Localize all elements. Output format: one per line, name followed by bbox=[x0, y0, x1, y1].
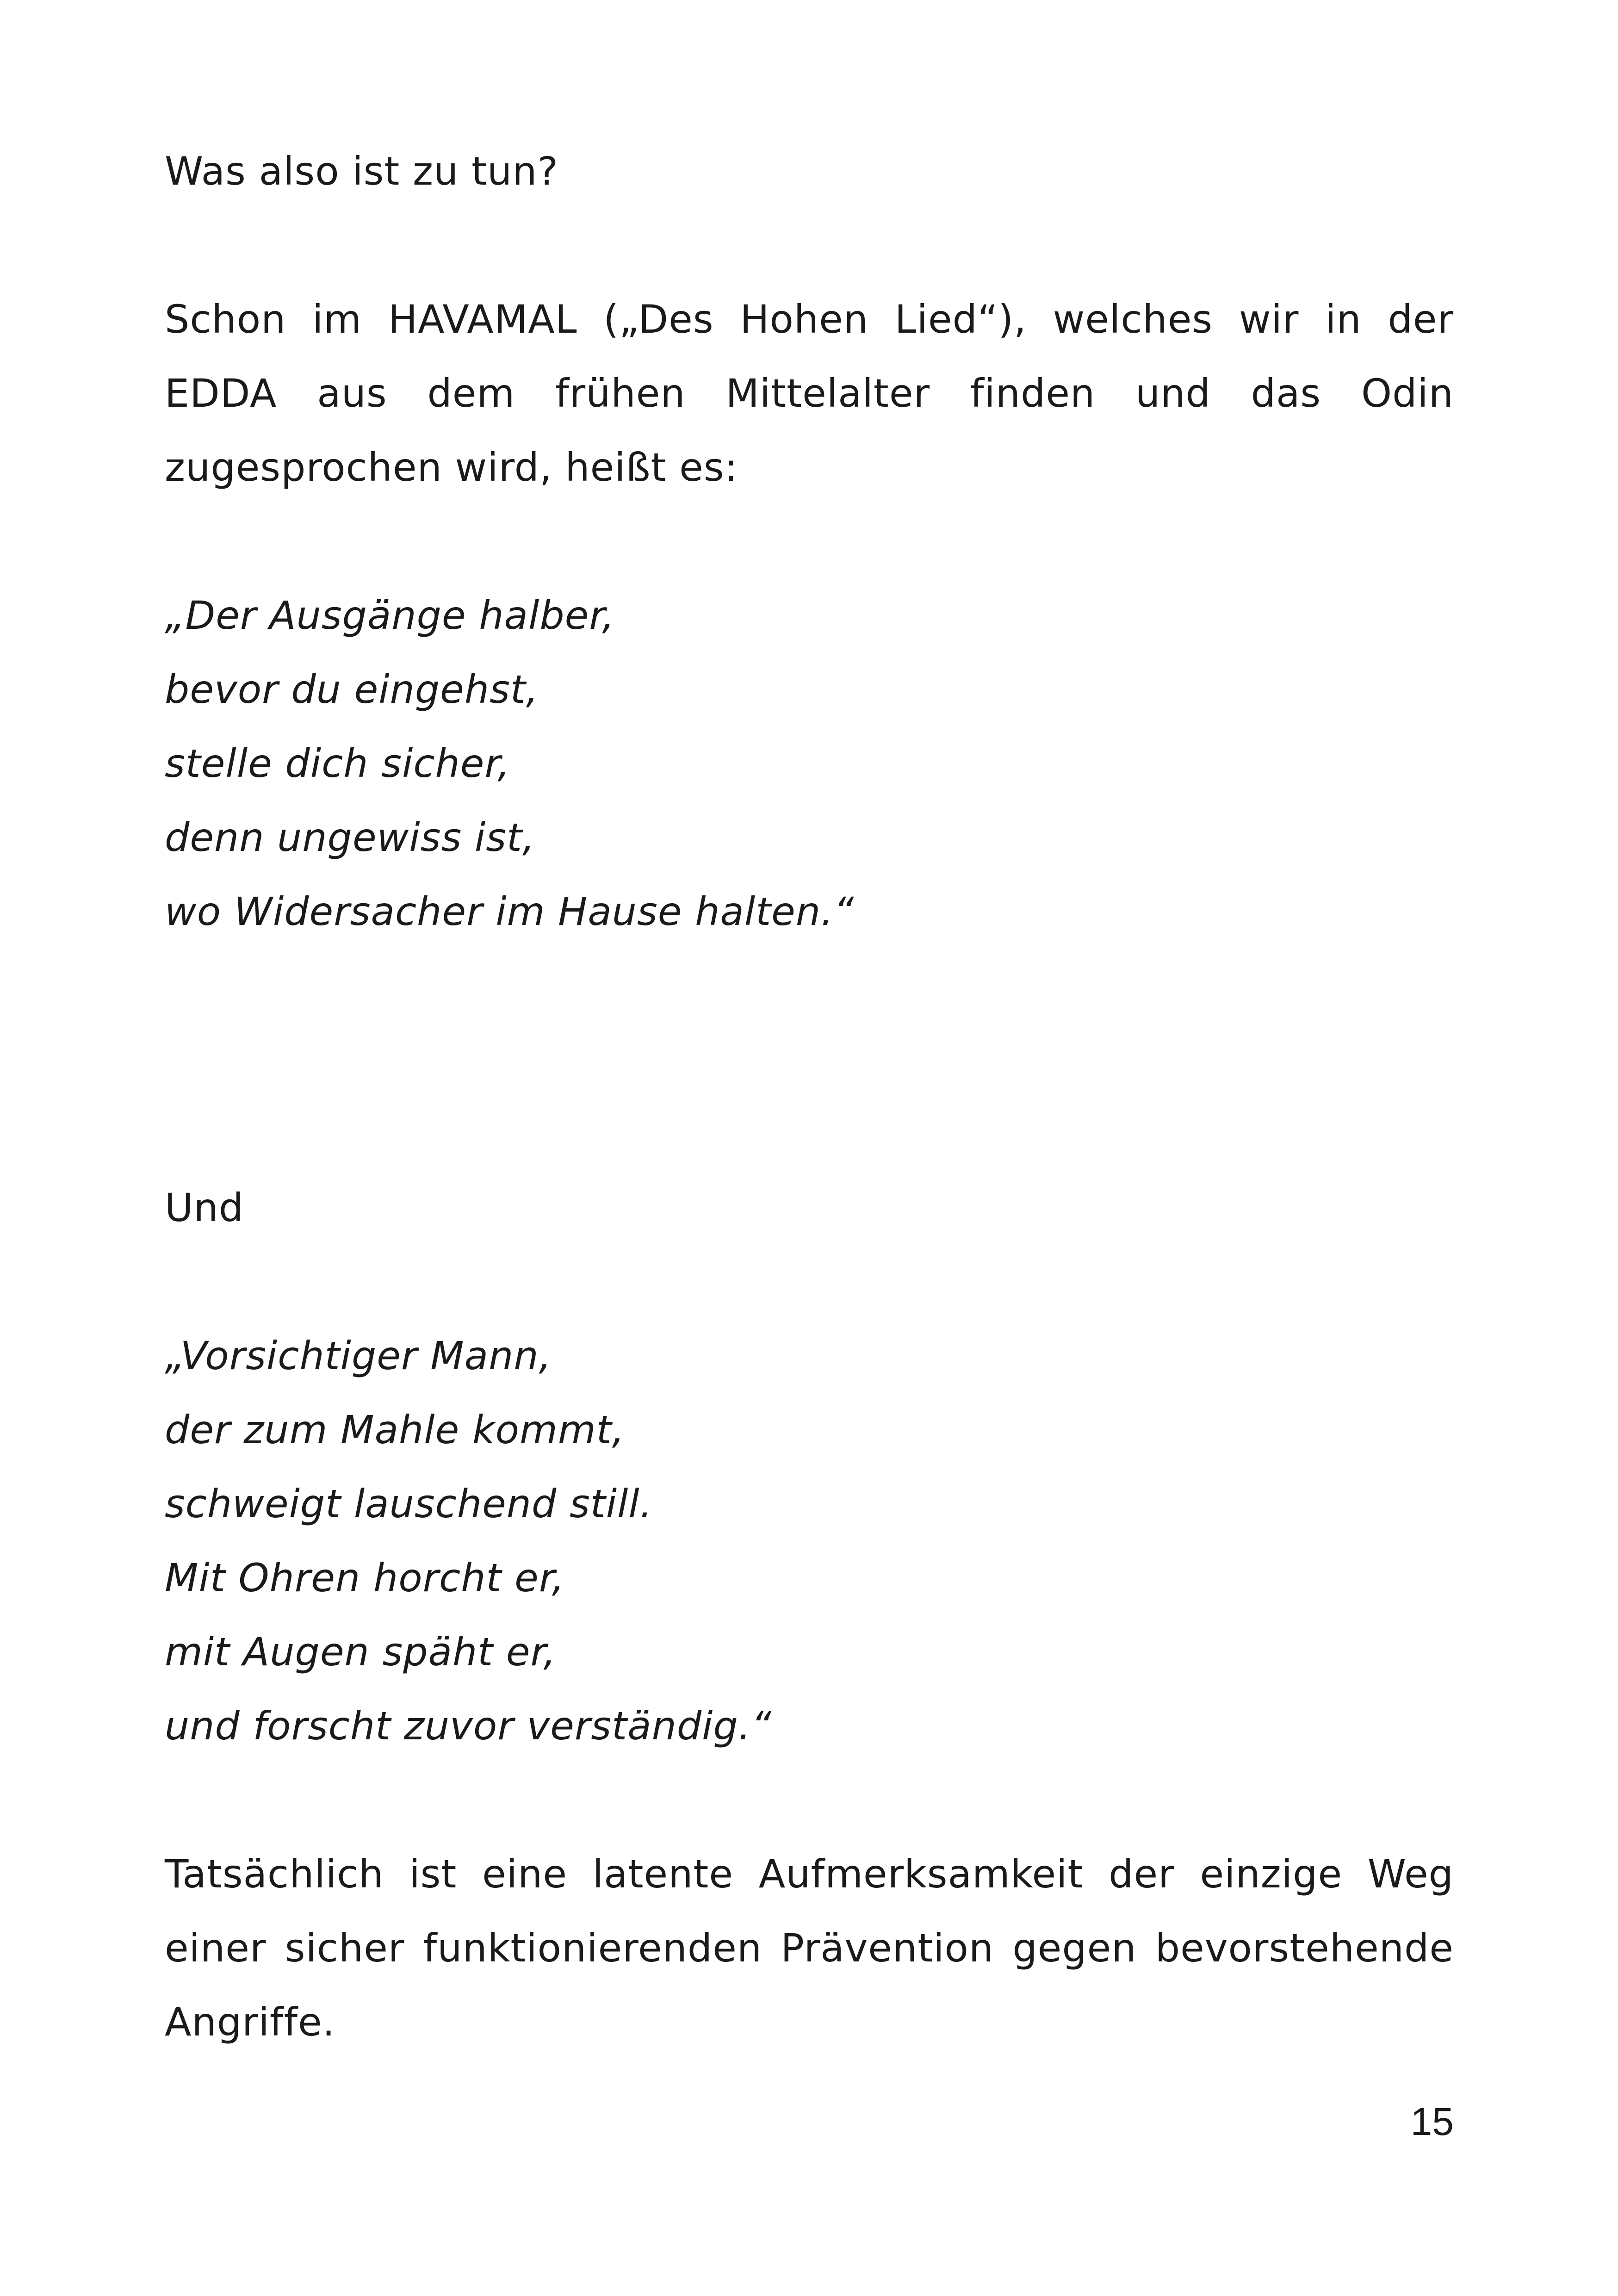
verse-line: und forscht zuvor verständig.“ bbox=[165, 1703, 772, 1749]
verse-line: Mit Ohren horcht er, bbox=[165, 1555, 565, 1601]
verse-line: stelle dich sicher, bbox=[165, 741, 510, 786]
verse-quote-1 bbox=[165, 578, 1454, 949]
verse-line: der zum Mahle kommt, bbox=[165, 1407, 625, 1452]
verse-line: bevor du eingehst, bbox=[165, 667, 539, 712]
verse-line: schweigt lauschend still. bbox=[165, 1481, 653, 1527]
intro-paragraph: Schon im HAVAMAL („Des Hohen Lied“), welches wir in der EDDA aus dem frühen Mittelalter finden und das Odin zugesprochen wird, heißt es: bbox=[165, 297, 1454, 490]
verse-quote-2 bbox=[165, 1319, 1454, 1763]
connector-word: Und bbox=[165, 1185, 244, 1230]
page-number: 15 bbox=[1410, 2100, 1454, 2143]
closing-paragraph: Tatsächlich ist eine latente Aufmerksamkeit der einzige Weg einer sicher funktionierenden Prävention gegen bevorstehende Angriffe. bbox=[165, 1851, 1454, 2045]
verse-line: wo Widersacher im Hause halten.“ bbox=[165, 889, 855, 934]
verse-line: mit Augen späht er, bbox=[165, 1629, 557, 1675]
verse-line: denn ungewiss ist, bbox=[165, 815, 535, 860]
question-line: Was also ist zu tun? bbox=[165, 149, 559, 194]
verse-line: „Der Ausgänge halber, bbox=[165, 593, 615, 638]
verse-line: „Vorsichtiger Mann, bbox=[165, 1333, 552, 1378]
